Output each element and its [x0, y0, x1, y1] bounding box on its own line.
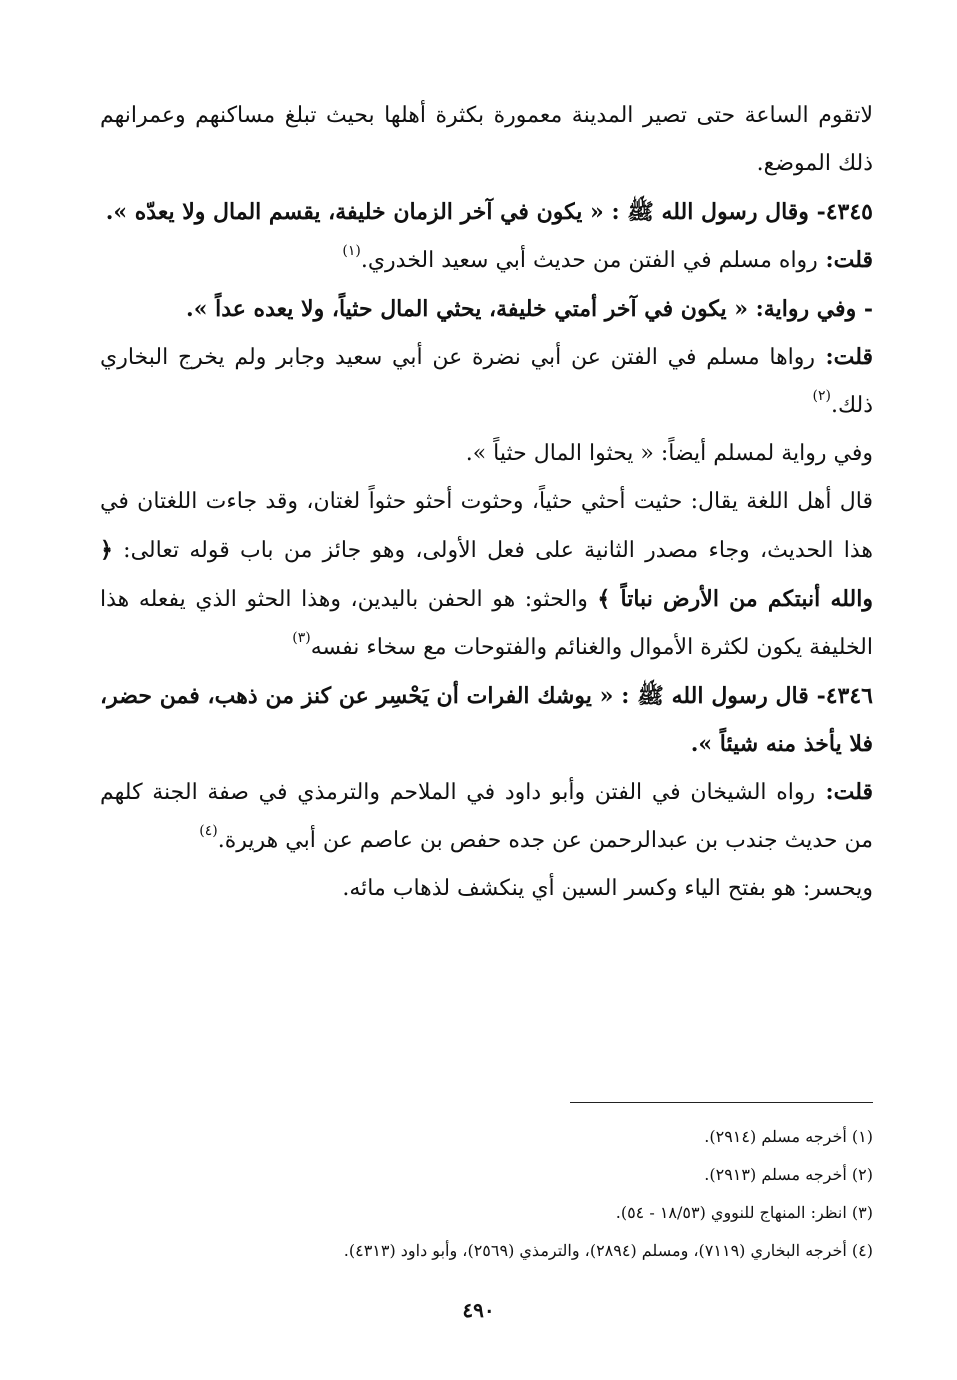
page-body	[100, 92, 873, 913]
hadith-text: وقال رسول الله ﷺ : « يكون في آخر الزمان خليفة، يقسم المال ولا يعدّه ».	[105, 199, 809, 225]
hadith-number: ٤٣٤٦-	[808, 683, 873, 709]
hadith-text: قال رسول الله ﷺ : « يوشك الفرات أن يَحْسِر عن كنز من ذهب، فمن حضر، فلا يأخذ منه شيئاً ».	[100, 683, 873, 757]
riwaya-paragraph: - وفي رواية: « يكون في آخر أمتي خليفة، يحثي المال حثياً، ولا يعده عداً ».	[186, 296, 873, 322]
comment-1	[100, 236, 873, 285]
lugha-text-a: قال أهل اللغة يقال: حثيت أحثي حثياً، وحثوت أحثو حثواً لغتان، وقد جاءت اللغتان في هذا الحديث، وجاء مصدر الثانية على فعل الأولى، وهو جائز من باب قوله تعالى:	[100, 489, 873, 563]
hadith-number: ٤٣٤٥-	[808, 199, 873, 225]
footnote-2: (٢) أخرجه مسلم (٢٩١٣).	[704, 1165, 873, 1184]
footnote-1: (١) أخرجه مسلم (٢٩١٤).	[704, 1127, 873, 1146]
footnote-ref-3: (٣)	[292, 630, 311, 646]
lugha-paragraph	[100, 478, 873, 672]
quran-verse: ﴿ والله أنبتكم من الأرض نباتاً ﴾	[100, 537, 873, 612]
footnote-divider	[570, 1102, 873, 1103]
comment-text: رواه مسلم في الفتن من حديث أبي سعيد الخدري.	[360, 248, 818, 273]
footnote-ref-4: (٤)	[199, 823, 218, 839]
footnote-ref-1: (١)	[342, 243, 361, 259]
comment-3	[100, 768, 873, 865]
comment-text: رواها مسلم في الفتن عن أبي نضرة عن أبي سعيد وجابر ولم يخرج البخاري ذلك.	[100, 345, 873, 418]
comment-2	[100, 333, 873, 430]
comment-label: قلت:	[817, 247, 873, 273]
footnote-3: (٣) انظر: المنهاج للنووي (١٨/٥٣ - ٥٤).	[615, 1203, 873, 1222]
hadith-4345	[100, 188, 873, 236]
page-number: ٤٩٠	[462, 1298, 495, 1322]
footnote-4: (٤) أخرجه البخاري (٧١١٩)، ومسلم (٢٨٩٤)، والترمذي (٢٥٦٩)، وأبو داود (٤٣١٣).	[343, 1241, 873, 1260]
footnote-ref-2: (٢)	[812, 388, 831, 404]
comment-label: قلت:	[815, 344, 873, 370]
comment-label: قلت:	[815, 779, 873, 805]
footnotes	[100, 1118, 873, 1270]
muslim-riwaya: وفي رواية لمسلم أيضاً: « يحثوا المال حثياً ».	[465, 441, 873, 466]
hadith-4346	[100, 672, 873, 768]
paragraph-intro: لاتقوم الساعة حتى تصير المدينة معمورة بكثرة أهلها بحيث تبلغ مساكنهم وعمرانهم ذلك الموضع.	[100, 103, 873, 176]
comment-text: رواه الشيخان في الفتن وأبو داود في الملاحم والترمذي في صفة الجنة كلهم من حديث جندب بن عبدالرحمن عن جده حفص بن عاصم عن أبي هريرة.	[100, 780, 873, 853]
lugha-text-b: والحثو: هو الحفن باليدين، وهذا الحثو الذي يفعله هذا الخليفة يكون لكثرة الأموال والغنائم والفتوحات مع سخاء نفسه	[100, 587, 873, 660]
yahsir-paragraph: ويحسر: هو بفتح الياء وكسر السين أي ينكشف لذهاب مائه.	[342, 876, 873, 901]
